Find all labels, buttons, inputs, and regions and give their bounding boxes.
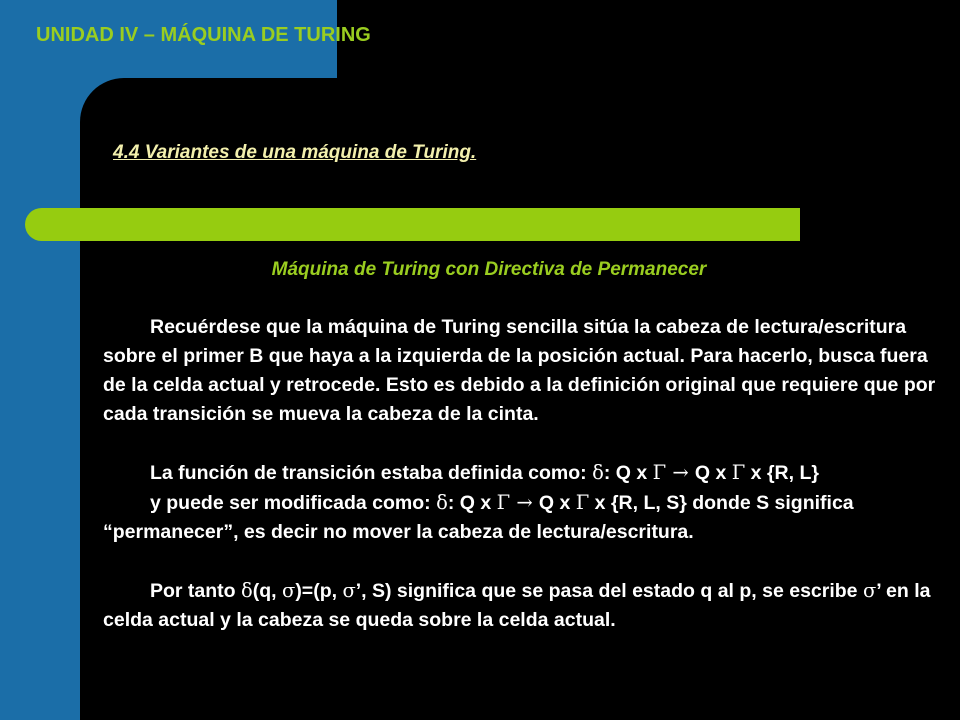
paragraph-modified-definition (103, 488, 943, 547)
paragraph-spacer (103, 429, 943, 458)
slide-body (103, 313, 943, 635)
delta-symbol: δ (241, 579, 253, 602)
sigma-symbol: σ (282, 579, 296, 602)
paragraph-text: y puede ser modificada como: (150, 492, 437, 514)
paragraph-text: Q x (694, 462, 732, 484)
sigma-symbol: σ (862, 579, 877, 602)
paragraph-conclusion (103, 576, 943, 635)
gamma-symbol: Γ (575, 491, 590, 514)
delta-symbol: δ (592, 461, 604, 484)
paragraph-text: : Q x (603, 462, 653, 484)
paragraph-text: La función de transición estaba definida como: (150, 462, 593, 484)
paragraph-text: (q, (252, 580, 282, 602)
delta-symbol: δ (436, 491, 448, 514)
sigma-symbol: σ (342, 579, 356, 602)
paragraph-intro: Recuérdese que la máquina de Turing sencilla sitúa la cabeza de lectura/escritura sobre el primer B que haya a la izquierda de la posición actual. Para hacerlo, busca fuera de la celda actual y retrocede. Esto es debido a la definición original que requiere que por cada transición se mueva la cabeza de la cinta. (103, 316, 936, 425)
gamma-symbol: Γ (652, 461, 667, 484)
paragraph-text: Q x (538, 492, 576, 514)
slide-subtitle: Máquina de Turing con Directiva de Permanecer (271, 259, 707, 280)
arrow-symbol: → (666, 461, 695, 484)
paragraph-transition-definition (103, 458, 943, 488)
paragraph-text: )=(p, (295, 580, 343, 602)
gamma-symbol: Γ (496, 491, 511, 514)
accent-bar-notch (25, 241, 65, 247)
unit-title: UNIDAD IV – MÁQUINA DE TURING (36, 24, 371, 46)
section-title: 4.4 Variantes de una máquina de Turing. (113, 142, 477, 163)
paragraph-text: ’, S) significa que se pasa del estado q al p, se escribe (355, 580, 863, 602)
green-accent-bar (25, 208, 800, 241)
paragraph-text: Por tanto (150, 580, 241, 602)
paragraph-text: ’ en la celda actual y la cabeza se queda sobre la celda actual. (103, 580, 931, 631)
paragraph-text: x {R, L} (745, 462, 819, 484)
top-black-strip (337, 0, 960, 78)
paragraph-text: x {R, L, S} donde S significa “permanecer”, es decir no mover la cabeza de lectura/escritura. (103, 492, 854, 543)
paragraph-text: : Q x (447, 492, 497, 514)
arrow-symbol: → (510, 491, 539, 514)
paragraph-spacer (103, 547, 943, 576)
gamma-symbol: Γ (731, 461, 746, 484)
